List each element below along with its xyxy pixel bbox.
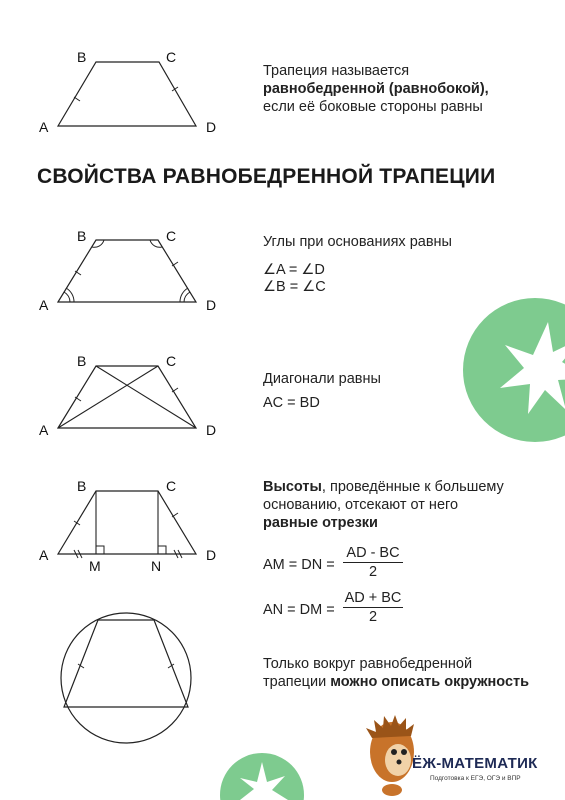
page-title: СВОЙСТВА РАВНОБЕДРЕННОЙ ТРАПЕЦИИ bbox=[37, 165, 496, 188]
label-d: D bbox=[206, 119, 217, 135]
label-a: A bbox=[39, 119, 49, 135]
heights-line-1-rest: , проведённые к большему bbox=[321, 479, 504, 495]
diagonals-eq: AC = BD bbox=[263, 395, 320, 411]
heights-eq-1-left: AM = DN = bbox=[263, 557, 335, 573]
label-a: A bbox=[39, 422, 49, 438]
diagonals-text: Диагонали равны bbox=[263, 371, 381, 387]
circle-line-2-normal: трапеции bbox=[263, 674, 331, 690]
label-n: N bbox=[151, 558, 162, 574]
angles-eq-1: ∠A = ∠D bbox=[263, 262, 325, 278]
label-d: D bbox=[206, 422, 217, 438]
logo-name: ЁЖ-МАТЕМАТИК bbox=[412, 755, 538, 772]
fraction-1-denominator: 2 bbox=[368, 564, 378, 580]
label-c: C bbox=[166, 228, 177, 244]
label-a: A bbox=[39, 297, 49, 313]
label-m: M bbox=[89, 558, 101, 574]
label-b: B bbox=[77, 228, 87, 244]
fraction-2-numerator: AD + BC bbox=[344, 590, 402, 606]
label-c: C bbox=[166, 353, 177, 369]
circle-line-2-bold: можно описать окружность bbox=[330, 674, 530, 690]
definition-line-2: равнобедренной (равнобокой), bbox=[263, 81, 489, 97]
label-b: B bbox=[77, 353, 87, 369]
label-c: C bbox=[166, 49, 177, 65]
fraction-1-numerator: AD - BC bbox=[346, 545, 400, 561]
heights-line-2: основанию, отсекают от него bbox=[263, 497, 459, 513]
label-d: D bbox=[206, 297, 217, 313]
definition-line-1: Трапеция называется bbox=[263, 63, 410, 79]
label-b: B bbox=[77, 49, 87, 65]
heights-line-3: равные отрезки bbox=[263, 515, 378, 531]
angles-eq-2: ∠B = ∠C bbox=[263, 279, 326, 295]
circle-line-1: Только вокруг равнобедренной bbox=[263, 656, 473, 672]
label-b: B bbox=[77, 478, 87, 494]
fraction-2-denominator: 2 bbox=[368, 609, 378, 625]
logo-tagline: Подготовка к ЕГЭ, ОГЭ и ВПР bbox=[430, 775, 521, 782]
label-c: C bbox=[166, 478, 177, 494]
label-d: D bbox=[206, 547, 217, 563]
definition-line-3: если её боковые стороны равны bbox=[263, 99, 483, 115]
heights-eq-2-left: AN = DM = bbox=[263, 602, 335, 618]
label-a: A bbox=[39, 547, 49, 563]
heights-bold: Высоты bbox=[263, 479, 322, 495]
angles-text: Углы при основаниях равны bbox=[263, 234, 452, 250]
